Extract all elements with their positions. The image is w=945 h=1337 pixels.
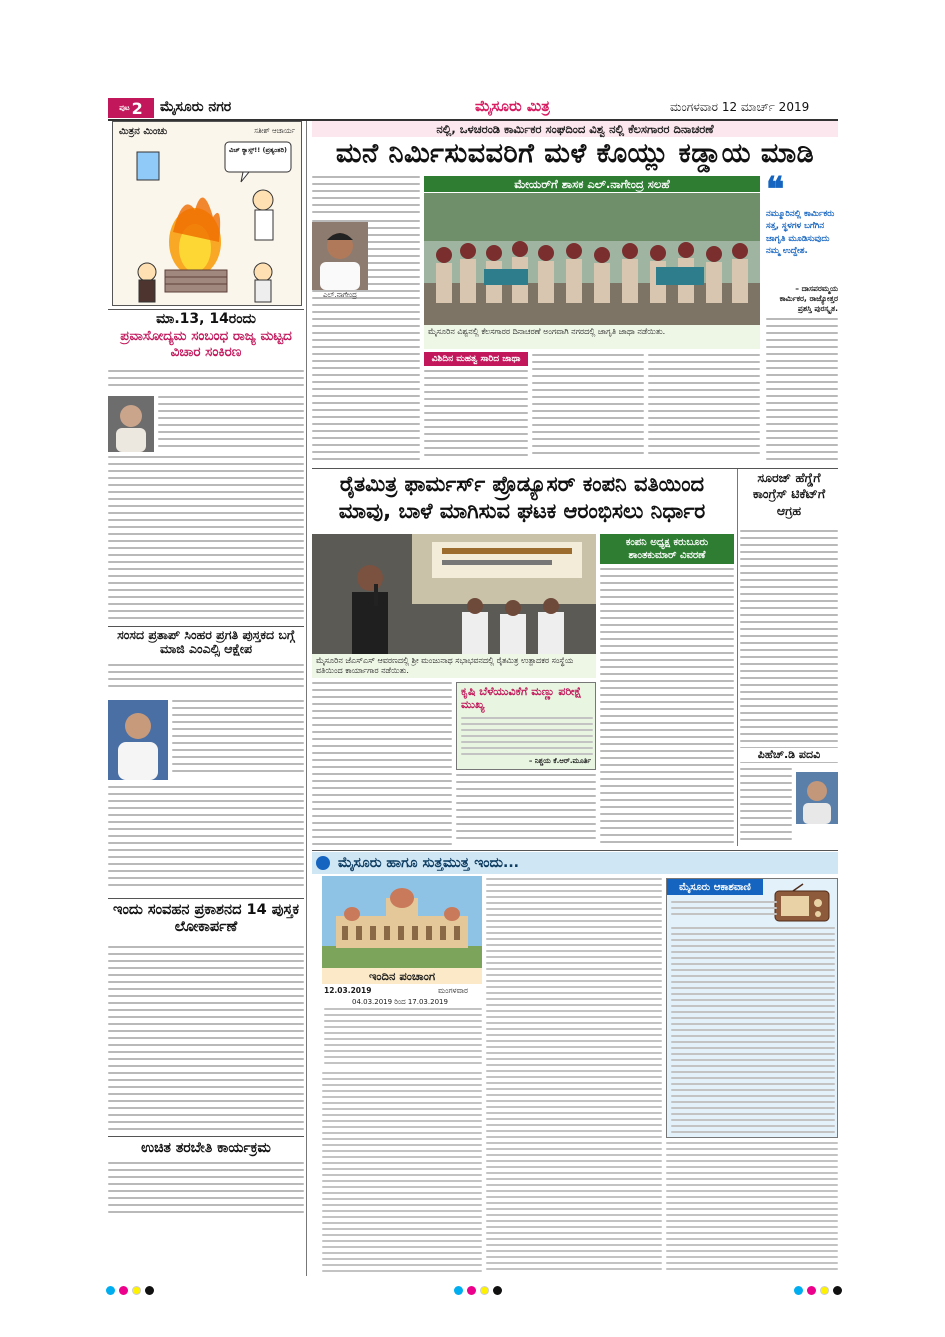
- section-divider: [108, 1136, 304, 1137]
- cartoon-credit: ಸತೀಶ್ ಆಚಾರ್ಯ: [254, 127, 295, 135]
- main-headline-text: ಮನೆ ನಿರ್ಮಿಸುವವರಿಗೆ ಮಳೆ ಕೊಯ್ಲು ಕಡ್ಡಾಯ ಮಾಡಿ: [335, 138, 815, 169]
- radio-body: [671, 927, 835, 1133]
- events-band-title: ಮೈಸೂರು ಹಾಗೂ ಸುತ್ತಮುತ್ತ ಇಂದು...: [338, 855, 519, 871]
- pull-quote-author: – ದಾಸಪರಮ್ಮಯ ಕಾರ್ಮಿಕರ, ರಾಜ್ಯೋತ್ತರ ಪ್ರಶಸ್ತಿ ಪುರಸ್ಕೃತ.: [779, 284, 838, 314]
- story-body: [766, 318, 838, 466]
- palace-photo: [322, 876, 482, 968]
- page-number-badge: [108, 98, 154, 118]
- story-body: [740, 768, 792, 848]
- story-pratap: [108, 628, 304, 657]
- box-body: [461, 717, 593, 755]
- story-body: [740, 530, 838, 774]
- column-rule: [306, 121, 307, 1276]
- story-body: [108, 1162, 304, 1222]
- photo-caption: ಮೈಸೂರಿನ ಜೆಎಸ್ಎಸ್ ಆವರಣದಲ್ಲಿ ಶ್ರೀ ಮಂಜುನಾಥ ಸಭಾಭವನದಲ್ಲಿ ರೈತಮಿತ್ರ ಉತ್ಪಾದಕರ ಸಂಸ್ಥೆಯ ವತಿಯಿಂದ ಕಾರ್ಯಾಗಾರ ನಡೆಯಿತು.: [312, 654, 596, 678]
- mysore-palace-image: [322, 876, 482, 968]
- photo-caption: ಮೈಸೂರಿನ ವಿಶ್ವನಲ್ಲಿ ಕೆಲಸಗಾರರ ದಿನಾಚರಣೆ ಅಂಗವಾಗಿ ನಗರದಲ್ಲಿ ಜಾಗೃತಿ ಜಾಥಾ ನಡೆಯಿತು.: [424, 325, 760, 349]
- story-body: [108, 456, 304, 626]
- radio-icon: [773, 883, 831, 923]
- events-list: [486, 878, 662, 1274]
- portrait-photo: [108, 396, 154, 452]
- story-subhead-band: ಮೇಯರ್‌ಗೆ ಶಾಸಕ ಎಲ್.ನಾಗೇಂದ್ರ ಸಲಹೆ: [424, 176, 760, 192]
- story-tourism: [108, 311, 304, 360]
- story-body: [108, 370, 304, 394]
- story-body: [108, 664, 304, 698]
- story-training: [108, 1140, 304, 1156]
- story-body: [172, 700, 304, 782]
- radio-schedule-box: [666, 878, 838, 1138]
- story-body: [456, 774, 596, 848]
- story-body: [424, 370, 528, 466]
- column-rule: [737, 468, 738, 846]
- workshop-photo: [312, 534, 596, 654]
- print-registration-marks: [794, 1286, 842, 1295]
- farmers-photo: [312, 534, 596, 654]
- suraj-headline: ಸೂರಜ್ ಹೆಗ್ಡೆಗೆ ಕಾಂಗ್ರೆಸ್ ಟಿಕೆಟ್‌ಗೆ ಆಗ್ರಹ: [752, 470, 826, 518]
- box-author: – ನಿಶ್ಚಯ ಕೆ.ಆರ್.ಮೂರ್ತಿ: [528, 757, 591, 765]
- story-body: [108, 946, 304, 1136]
- story-books: [108, 902, 304, 935]
- section-divider: [312, 850, 838, 851]
- story-body: [312, 304, 420, 466]
- story-subhead-band: ವಿಶಿದಿನ ಮಹತ್ವ ಸಾರಿದ ಜಾಥಾ: [424, 352, 528, 366]
- main-photo: [424, 193, 760, 325]
- farmers-headline: ರೈತಮಿತ್ರ ಫಾರ್ಮರ್ಸ್ ಪ್ರೊಡ್ಯೂಸರ್ ಕಂಪನಿ ವತಿಯಿಂದ ಮಾವು, ಬಾಳೆ ಮಾಗಿಸುವ ಘಟಕ ಆರಂಭಿಸಲು ನಿರ್ಧಾರ: [338, 472, 706, 523]
- radio-band: ಮೈಸೂರು ಆಕಾಶವಾಣಿ: [667, 879, 763, 895]
- story-body: [312, 176, 420, 216]
- section-divider: [108, 898, 304, 899]
- masthead: ಮೈಸೂರು ಮಿತ್ರ: [475, 97, 550, 115]
- page-prefix: ಪುಟ: [119, 103, 130, 112]
- portrait-image: [312, 222, 368, 290]
- portrait-image: [108, 396, 154, 452]
- story-body: [600, 568, 734, 848]
- events-list: [666, 1142, 838, 1274]
- phd-subhead: ಪಿಹೆಚ್.ಡಿ ಪದವಿ: [740, 748, 838, 762]
- story-subhead-band: ಕಂಪನಿ ಅಧ್ಯಕ್ಷ ಕರುಬೂರು ಶಾಂತಕುಮಾರ್ ವಿವರಣೆ: [600, 534, 734, 564]
- cartoon-title: ಮಿತ್ರನ ಮಿಂಚು: [119, 126, 168, 137]
- portrait-photo: [108, 700, 168, 780]
- portrait-caption: ಎಲ್.ನಾಗೇಂದ್ರ: [323, 291, 357, 299]
- portrait-image: [108, 700, 168, 780]
- story-body: [312, 682, 452, 848]
- story-body: [158, 396, 304, 454]
- story-body: [648, 354, 760, 466]
- story-headline: ಪ್ರವಾಸೋದ್ಯಮ ಸಂಬಂಧ ರಾಜ್ಯ ಮಟ್ಟದ ವಿಚಾರ ಸಂಕಿರಣ: [120, 328, 292, 360]
- story-headline: ಉಚಿತ ತರಬೇತಿ ಕಾರ್ಯಕ್ರಮ: [141, 1140, 271, 1156]
- portrait-photo: [796, 772, 838, 824]
- section-divider: [312, 468, 838, 469]
- box-headline: ಕೃಷಿ ಬೆಳೆಯುವಿಕೆಗೆ ಮಣ್ಣು ಪರೀಕ್ಷೆ ಮುಖ್ಯ: [461, 685, 582, 711]
- events-band: [312, 852, 838, 874]
- print-registration-marks: [106, 1286, 154, 1295]
- story-headline: ಇಂದು ಸಂವಹನ ಪ್ರಕಾಶನದ 14 ಪುಸ್ತಕ ಲೋಕಾರ್ಪಣೆ: [113, 902, 299, 935]
- quote-icon: ❝: [766, 170, 785, 210]
- story-body: [532, 354, 644, 466]
- story-body: [108, 786, 304, 896]
- story-kicker: ನಲ್ಲಿ, ಒಳಚರಂಡಿ ಕಾರ್ಮಿಕರ ಸಂಘದಿಂದ ವಿಶ್ವ ನಲ್ಲಿ ಕೆಲಸಗಾರರ ದಿನಾಚರಣೆ: [312, 121, 838, 137]
- cartoon-speech-text: ವಿಚ್ ಕ್ಯಾಸ್ಸ್!! (ಪ್ರತ್ಯಂತರಿ): [229, 146, 287, 154]
- rally-photo: [424, 193, 760, 325]
- portrait-photo: [312, 222, 368, 290]
- pull-quote: ನಮ್ಮೂರಿನಲ್ಲಿ ಕಾರ್ಮಿಕರು ಸತ್ತ, ಸ್ಥಳಗಳ ಬಗೆಗಿನ ಜಾಗೃತಿ ಮೂಡಿಸುವುದು ನಮ್ಮ ಉದ್ದೇಶ.: [766, 209, 835, 256]
- story-dateline: ಮಾ.13, 14ರಂದು: [156, 311, 256, 327]
- events-list: [322, 1072, 482, 1274]
- page-number: 2: [131, 98, 143, 118]
- editorial-cartoon: [112, 121, 302, 306]
- panchanga-body: [324, 1008, 482, 1068]
- main-headline: [312, 138, 838, 169]
- print-registration-marks: [454, 1286, 502, 1295]
- panchanga-date: 12.03.2019: [324, 986, 372, 995]
- panchanga-title: ಇಂದಿನ ಪಂಚಾಂಗ: [322, 968, 482, 984]
- section-divider: [108, 309, 304, 310]
- issue-date: ಮಂಗಳವಾರ 12 ಮಾರ್ಚ್ 2019: [670, 100, 810, 114]
- soil-testing-box: [456, 682, 596, 770]
- radio-body: [671, 901, 777, 923]
- panchanga-week: 04.03.2019 ರಿಂದ 17.03.2019: [352, 998, 448, 1006]
- bullet-icon: [316, 856, 330, 870]
- portrait-image: [796, 772, 838, 824]
- section-name: ಮೈಸೂರು ನಗರ: [160, 99, 232, 115]
- story-headline: ಸಂಸದ ಪ್ರತಾಪ್ ಸಿಂಹರ ಪ್ರಗತಿ ಪುಸ್ತಕದ ಬಗ್ಗೆ ಮಾಜಿ ಎಂಎಲ್ಸಿ ಆಕ್ಷೇಪ: [117, 627, 295, 657]
- panchanga-day: ಮಂಗಳವಾರ: [438, 986, 469, 995]
